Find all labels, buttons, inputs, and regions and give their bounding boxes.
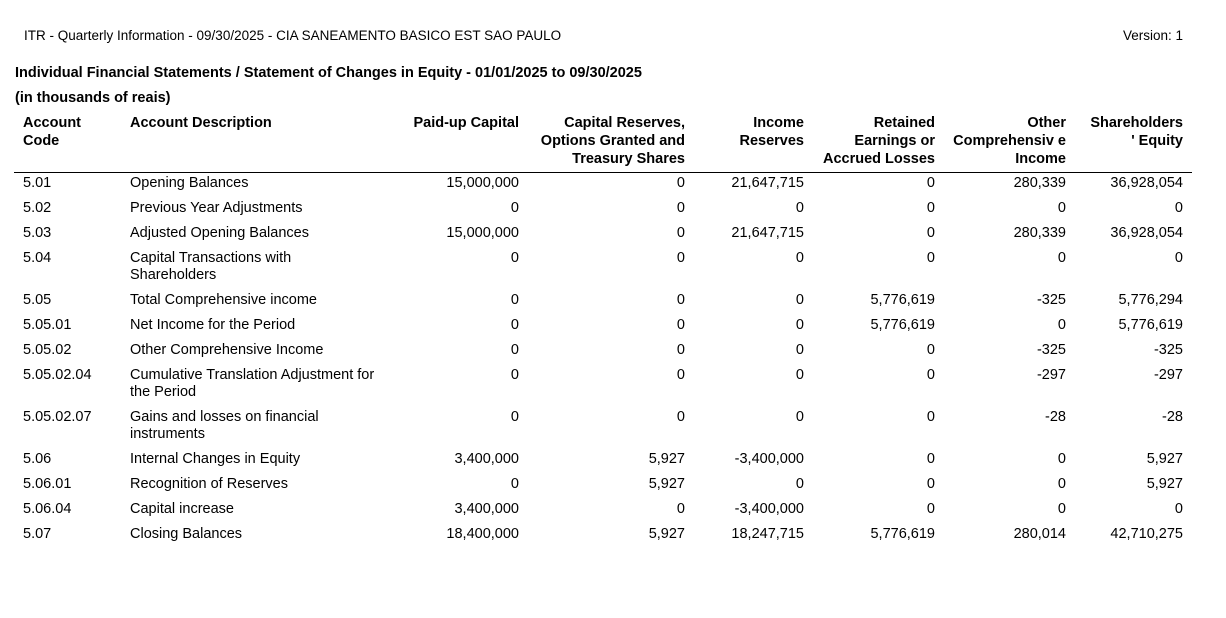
cell-account-code: 5.04 [23, 250, 52, 266]
table-row [14, 449, 1192, 474]
cell-account-code: 5.05.02.04 [23, 367, 92, 383]
cell-paid-up-capital: 15,000,000 [446, 225, 519, 241]
cell-capital-reserves: 0 [676, 250, 685, 266]
cell-shareholders-equity: -28 [1162, 409, 1183, 425]
units-note: (in thousands of reais) [15, 90, 171, 106]
cell-account-description: Gains and losses on financial instruments [130, 409, 319, 442]
cell-account-description: Internal Changes in Equity [130, 451, 301, 467]
cell-income-reserves: 0 [795, 250, 804, 266]
cell-shareholders-equity: 0 [1174, 200, 1183, 216]
cell-paid-up-capital: 0 [510, 476, 519, 492]
cell-income-reserves: -3,400,000 [734, 451, 804, 467]
cell-account-code: 5.05.01 [23, 317, 72, 333]
cell-account-code: 5.06.04 [23, 501, 72, 517]
cell-paid-up-capital: 15,000,000 [446, 175, 519, 191]
cell-shareholders-equity: -325 [1153, 342, 1183, 358]
cell-account-description: Net Income for the Period [130, 317, 296, 333]
col-header-income-reserves: Income Reserves [694, 112, 813, 173]
cell-paid-up-capital: 0 [510, 250, 519, 266]
cell-shareholders-equity: 5,776,294 [1118, 292, 1183, 308]
cell-retained-earnings: 0 [926, 367, 935, 383]
col-header-other-comprehensive-income: Other Comprehensiv e Income [944, 112, 1075, 173]
cell-account-description: Other Comprehensive Income [130, 342, 324, 358]
cell-capital-reserves: 0 [676, 317, 685, 333]
col-header-account-description: Account Description [121, 112, 384, 173]
col-header-capital-reserves: Capital Reserves, Options Granted and Treasury Shares [528, 112, 694, 173]
cell-paid-up-capital: 18,400,000 [446, 526, 519, 542]
table-row [14, 524, 1192, 549]
col-header-shareholders-equity: Shareholders ' Equity [1075, 112, 1192, 173]
cell-capital-reserves: 5,927 [648, 526, 685, 542]
table-row [14, 474, 1192, 499]
cell-paid-up-capital: 0 [510, 409, 519, 425]
cell-account-description: Previous Year Adjustments [130, 200, 303, 216]
cell-other-comprehensive-income: -325 [1036, 342, 1066, 358]
cell-account-description: Cumulative Translation Adjustment for the Period [130, 367, 375, 400]
cell-retained-earnings: 0 [926, 476, 935, 492]
cell-capital-reserves: 0 [676, 175, 685, 191]
table-row [14, 407, 1192, 449]
cell-other-comprehensive-income: 0 [1057, 250, 1066, 266]
cell-account-description: Recognition of Reserves [130, 476, 288, 492]
col-header-paid-up-capital: Paid-up Capital [384, 112, 528, 173]
cell-shareholders-equity: 5,927 [1146, 476, 1183, 492]
cell-account-code: 5.02 [23, 200, 52, 216]
statement-title: Individual Financial Statements / Statement of Changes in Equity - 01/01/2025 to 09/30/2025 [15, 65, 642, 81]
cell-income-reserves: 0 [795, 409, 804, 425]
cell-other-comprehensive-income: -297 [1036, 367, 1066, 383]
cell-paid-up-capital: 0 [510, 367, 519, 383]
cell-retained-earnings: 0 [926, 342, 935, 358]
cell-paid-up-capital: 0 [510, 342, 519, 358]
table-row [14, 315, 1192, 340]
cell-other-comprehensive-income: 0 [1057, 476, 1066, 492]
cell-other-comprehensive-income: 280,339 [1013, 175, 1066, 191]
cell-account-code: 5.05 [23, 292, 52, 308]
cell-account-description: Capital increase [130, 501, 234, 517]
cell-shareholders-equity: 42,710,275 [1110, 526, 1183, 542]
cell-paid-up-capital: 0 [510, 200, 519, 216]
cell-retained-earnings: 0 [926, 409, 935, 425]
cell-retained-earnings: 0 [926, 250, 935, 266]
cell-account-description: Closing Balances [130, 526, 243, 542]
table-row [14, 365, 1192, 407]
cell-account-description: Capital Transactions with Shareholders [130, 250, 292, 283]
cell-shareholders-equity: -297 [1153, 367, 1183, 383]
cell-capital-reserves: 0 [676, 225, 685, 241]
cell-shareholders-equity: 5,776,619 [1118, 317, 1183, 333]
cell-capital-reserves: 0 [676, 200, 685, 216]
cell-capital-reserves: 5,927 [648, 451, 685, 467]
cell-other-comprehensive-income: 0 [1057, 200, 1066, 216]
cell-paid-up-capital: 3,400,000 [454, 501, 519, 517]
cell-paid-up-capital: 0 [510, 317, 519, 333]
cell-account-description: Total Comprehensive income [130, 292, 317, 308]
cell-shareholders-equity: 36,928,054 [1110, 225, 1183, 241]
table-row [14, 290, 1192, 315]
cell-retained-earnings: 5,776,619 [870, 526, 935, 542]
cell-shareholders-equity: 0 [1174, 250, 1183, 266]
cell-retained-earnings: 0 [926, 200, 935, 216]
cell-shareholders-equity: 0 [1174, 501, 1183, 517]
cell-paid-up-capital: 3,400,000 [454, 451, 519, 467]
cell-shareholders-equity: 36,928,054 [1110, 175, 1183, 191]
table-row [14, 173, 1192, 199]
cell-account-code: 5.05.02.07 [23, 409, 92, 425]
cell-capital-reserves: 0 [676, 501, 685, 517]
cell-income-reserves: 0 [795, 317, 804, 333]
cell-other-comprehensive-income: 0 [1057, 451, 1066, 467]
equity-changes-table [14, 112, 1192, 549]
col-header-retained-earnings: Retained Earnings or Accrued Losses [813, 112, 944, 173]
cell-income-reserves: 0 [795, 342, 804, 358]
cell-income-reserves: 21,647,715 [731, 175, 804, 191]
cell-account-code: 5.06.01 [23, 476, 72, 492]
cell-other-comprehensive-income: 280,014 [1013, 526, 1066, 542]
cell-account-description: Adjusted Opening Balances [130, 225, 309, 241]
document-header-title: ITR - Quarterly Information - 09/30/2025 - CIA SANEAMENTO BASICO EST SAO PAULO [24, 28, 562, 43]
table-header-row [14, 112, 1192, 173]
cell-other-comprehensive-income: 0 [1057, 317, 1066, 333]
cell-income-reserves: 0 [795, 200, 804, 216]
cell-other-comprehensive-income: -28 [1045, 409, 1066, 425]
cell-income-reserves: 18,247,715 [731, 526, 804, 542]
cell-paid-up-capital: 0 [510, 292, 519, 308]
cell-account-code: 5.03 [23, 225, 52, 241]
cell-income-reserves: 0 [795, 476, 804, 492]
table-row [14, 340, 1192, 365]
table-row [14, 198, 1192, 223]
cell-account-code: 5.05.02 [23, 342, 72, 358]
cell-income-reserves: 0 [795, 292, 804, 308]
cell-income-reserves: -3,400,000 [734, 501, 804, 517]
cell-income-reserves: 21,647,715 [731, 225, 804, 241]
table-row [14, 499, 1192, 524]
cell-retained-earnings: 0 [926, 225, 935, 241]
cell-capital-reserves: 0 [676, 367, 685, 383]
cell-income-reserves: 0 [795, 367, 804, 383]
cell-shareholders-equity: 5,927 [1146, 451, 1183, 467]
cell-account-code: 5.01 [23, 175, 52, 191]
cell-account-code: 5.07 [23, 526, 52, 542]
cell-retained-earnings: 0 [926, 501, 935, 517]
cell-other-comprehensive-income: 280,339 [1013, 225, 1066, 241]
cell-account-code: 5.06 [23, 451, 52, 467]
table-row [14, 223, 1192, 248]
col-header-account-code: Account Code [14, 112, 121, 173]
cell-retained-earnings: 5,776,619 [870, 317, 935, 333]
cell-account-description: Opening Balances [130, 175, 249, 191]
table-row [14, 248, 1192, 290]
document-version: Version: 1 [1122, 28, 1183, 43]
cell-capital-reserves: 0 [676, 342, 685, 358]
cell-capital-reserves: 0 [676, 409, 685, 425]
cell-retained-earnings: 0 [926, 175, 935, 191]
cell-retained-earnings: 5,776,619 [870, 292, 935, 308]
cell-capital-reserves: 5,927 [648, 476, 685, 492]
cell-capital-reserves: 0 [676, 292, 685, 308]
cell-other-comprehensive-income: 0 [1057, 501, 1066, 517]
cell-retained-earnings: 0 [926, 451, 935, 467]
cell-other-comprehensive-income: -325 [1036, 292, 1066, 308]
